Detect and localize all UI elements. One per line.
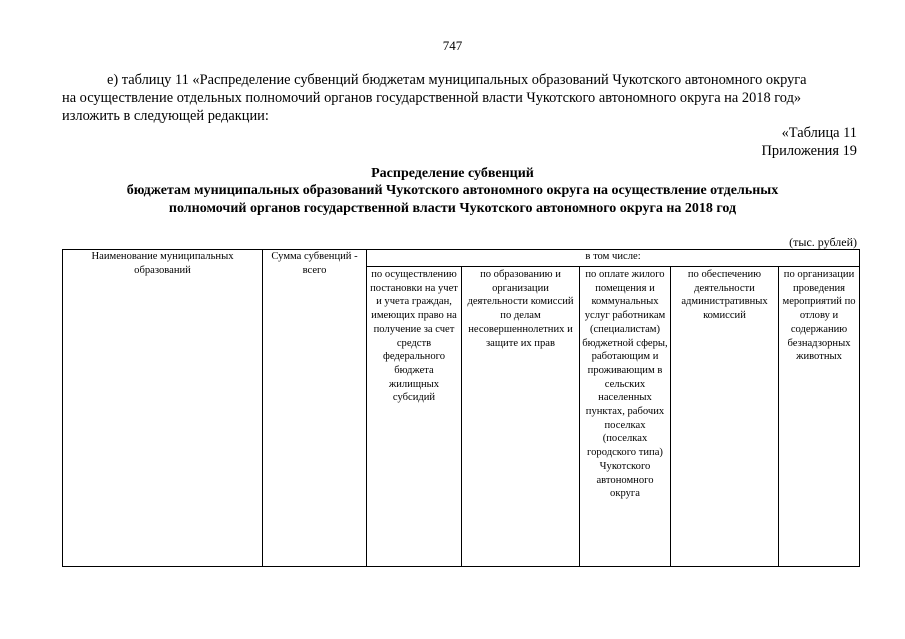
subventions-table [62, 249, 860, 567]
header-stray-animals: по организации проведения мероприятий по отлову и содержанию безнадзорных животных [779, 267, 860, 567]
intro-line-2: на осуществление отдельных полномочий органов государственной власти Чукотского автономного округа на 2018 год» [62, 90, 802, 106]
header-municipality: Наименование муниципальных образований [63, 250, 263, 567]
intro-line-1: е) таблицу 11 «Распределение субвенций бюджетам муниципальных образований Чукотского автономного округа [107, 72, 807, 88]
heading-line-2: бюджетам муниципальных образований Чукотского автономного округа на осуществление отдельных [126, 183, 779, 198]
appendix-label: Приложения 19 [761, 143, 857, 159]
header-administrative-commissions: по обеспечению деятельности административных комиссий [671, 267, 779, 567]
header-total: Сумма субвенций - всего [263, 250, 367, 567]
page-number: 747 [442, 38, 463, 53]
table-label: «Таблица 11 [781, 125, 857, 141]
header-housing-subsidies: по осуществлению постановки на учет и учета граждан, имеющих право на получение за счет средств федерального бюджета жилищных субсидий [367, 267, 462, 567]
header-including: в том числе: [367, 250, 860, 267]
units-label: (тыс. рублей) [789, 235, 857, 249]
intro-line-3: изложить в следующей редакции: [62, 108, 269, 124]
heading-line-1: Распределение субвенций [371, 166, 534, 181]
header-rural-housing-utilities: по оплате жилого помещения и коммунальных услуг работникам (специалистам) бюджетной сферы, работающим и проживающим в сельских населенных пунктах, рабочих поселках (поселках городского типа) Чукотского автономного округа [580, 267, 671, 567]
heading-line-3: полномочий органов государственной власти Чукотского автономного округа на 2018 год [168, 201, 737, 216]
header-minors-commissions: по образованию и организации деятельности комиссий по делам несовершеннолетних и защите их прав [462, 267, 580, 567]
